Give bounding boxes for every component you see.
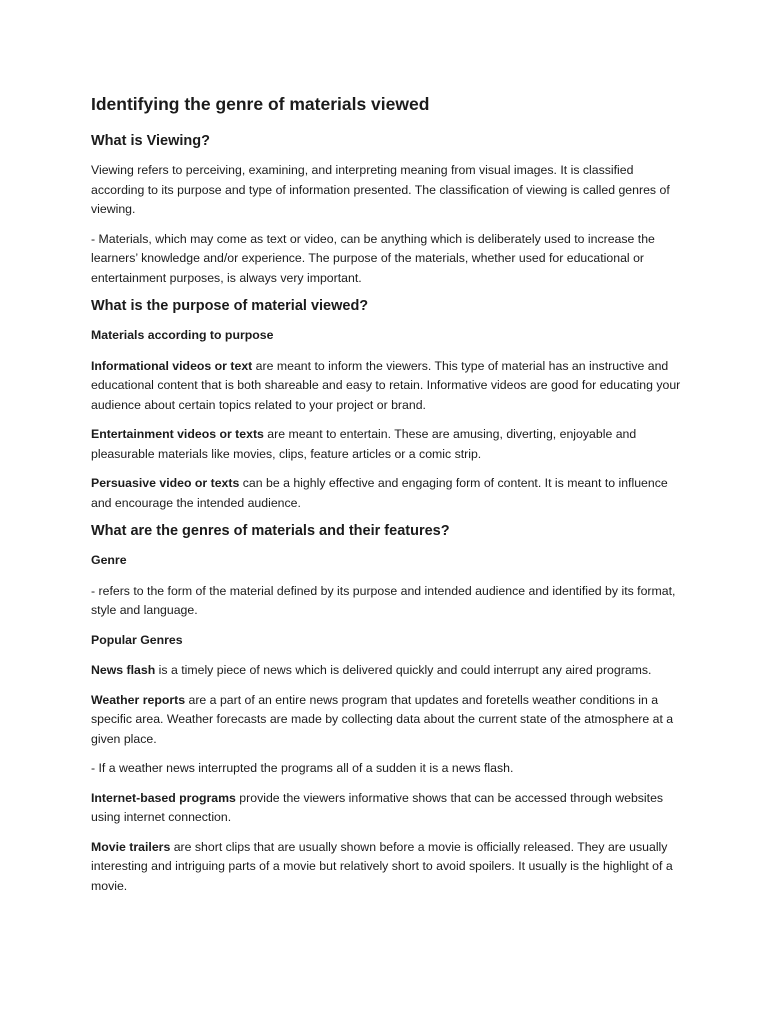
informational-text: are meant to inform the viewers. This type of material has an instructive and educational content that is both shareable and easy to retain. Informative videos are good for educating your audience about certain topics related to your project or brand.	[91, 358, 681, 412]
genre-definition-paragraph: - refers to the form of the material defined by its purpose and intended audience and identified by its format, style and language.	[91, 583, 676, 617]
subheading-materials-purpose: Materials according to purpose	[91, 328, 274, 342]
document-title: Identifying the genre of materials viewed	[91, 94, 430, 114]
viewing-definition-paragraph: Viewing refers to perceiving, examining, and interpreting meaning from visual images. It is classified according to its purpose and type of information presented. The classification of viewing is called genres of viewing.	[91, 163, 670, 216]
entertainment-term: Entertainment videos or texts	[91, 427, 264, 441]
weather-paragraph	[91, 691, 682, 750]
informational-paragraph	[91, 357, 682, 416]
persuasive-paragraph	[91, 474, 682, 513]
news-flash-paragraph	[91, 661, 682, 681]
internet-text: provide the viewers informative shows that can be accessed through websites using internet connection.	[91, 790, 664, 824]
heading-what-is-viewing: What is Viewing?	[91, 133, 210, 149]
subheading-popular-genres: Popular Genres	[91, 632, 183, 647]
persuasive-text: can be a highly effective and engaging form of content. It is meant to influence and encourage the intended audience.	[91, 476, 668, 510]
subheading-genre: Genre	[91, 553, 127, 567]
movie-trailers-paragraph	[91, 838, 682, 897]
informational-term: Informational videos or text	[91, 358, 253, 373]
entertainment-paragraph	[91, 425, 682, 464]
movie-trailers-text: are short clips that are usually shown before a movie is officially released. They are usually interesting and intriguing parts of a movie but relatively short to avoid spoilers. It usually is the highlight of a movie.	[91, 839, 673, 893]
heading-genres: What are the genres of materials and their features?	[91, 523, 450, 539]
persuasive-term: Persuasive video or texts	[91, 476, 240, 490]
internet-paragraph	[91, 789, 682, 828]
weather-term: Weather reports	[91, 692, 186, 707]
weather-text: are a part of an entire news program that updates and foretells weather conditions in a specific area. Weather forecasts are made by collecting data about the current state of the atmosphere at a given place.	[91, 692, 674, 746]
news-flash-term: News flash	[91, 663, 156, 677]
heading-purpose: What is the purpose of material viewed?	[91, 298, 369, 314]
weather-note-paragraph: - If a weather news interrupted the programs all of a sudden it is a news flash.	[91, 761, 514, 775]
movie-trailers-term: Movie trailers	[91, 839, 171, 854]
news-flash-text: is a timely piece of news which is delivered quickly and could interrupt any aired programs.	[155, 663, 652, 677]
internet-term: Internet-based programs	[91, 790, 236, 805]
entertainment-text: are meant to entertain. These are amusing, diverting, enjoyable and pleasurable materials like movies, clips, feature articles or a comic strip.	[91, 427, 637, 461]
materials-paragraph: - Materials, which may come as text or video, can be anything which is deliberately used to increase the learners’ knowledge and/or experience. The purpose of the materials, whether used for educational or entertainment purposes, is always very important.	[91, 231, 655, 285]
